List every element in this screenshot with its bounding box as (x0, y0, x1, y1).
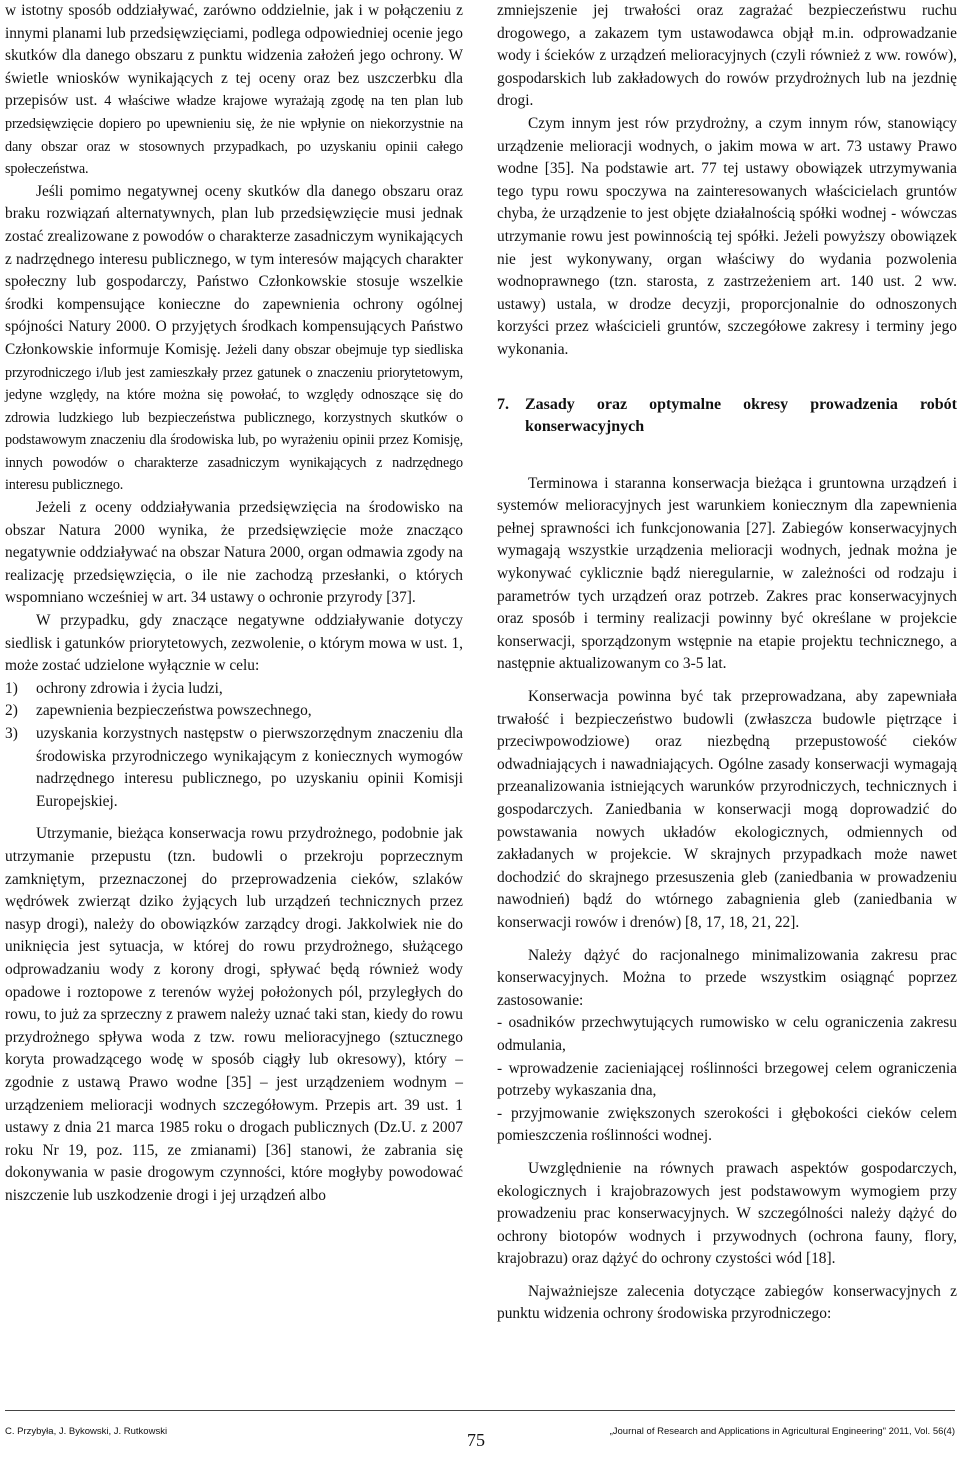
section-heading (497, 394, 957, 439)
right-column (497, 0, 957, 1326)
paragraph: W przypadku, gdy znaczące negatywne oddziaływanie dotyczy siedlisk i gatunków priorytetowych, zezwolenie, o którym mowa w ust. 1, może zostać udzielone wyłącznie w celu: (5, 612, 463, 675)
paragraph (5, 0, 463, 181)
list-number: 3) (5, 725, 18, 742)
dash-item: - osadników przechwytujących rumowisko w celu ograniczenia zakresu odmulania, (497, 1014, 957, 1054)
paragraph-text: 4 właściwe władze krajowe wyrażają zgodę na ten plan lub przedsięwzięcie dopiero po upewnieniu się, że nie wpłynie on niekorzystnie na dany obszar oraz w stosownych przypadkach, po uzyskaniu opinii całego społeczeństwa. (5, 93, 463, 178)
paragraph-text: Jeśli pomimo negatywnej oceny skutków dla danego obszaru oraz braku rozwiązań alternatywnych, plan lub przedsięwzięcie musi jednak zostać zrealizowane z powodów o charakterze zasadniczym wynikających z nadrzędnego interesu publicznego, w tym interesów mających charakter społeczny lub gospodarczy, Państwo Członkowskie stosuje wszelkie środki kompensujące konieczne do zapewnienia ochrony ogólnej spójności Natury 2000. O przyjętych środkach kompensujących Państwo Członkowskie informuje Komisję. (5, 182, 463, 358)
paragraph: Najważniejsze zalecenia dotyczące zabiegów konserwacyjnych z punktu widzenia ochrony środowiska przyrodniczego: (497, 1282, 957, 1323)
paragraph: zmniejszenie jej trwałości oraz zagrażać bezpieczeństwu ruchu drogowego, a zakazem tym ustawodawca objął m.in. odprowadzanie wody i ścieków z urządzeń melioracyjnych (czyli również z ww. rowów), gospodarskich lub zakładowych do rowów przydrożnych lub na jezdnię drogi. (497, 2, 957, 110)
footer-divider (5, 1410, 955, 1411)
list-number: 1) (5, 679, 18, 697)
left-column (5, 0, 463, 1207)
dash-item: - wprowadzenie zacieniającej roślinności brzegowej celem ograniczenia potrzeby wykaszania dna, (497, 1059, 957, 1100)
paragraph (5, 181, 463, 497)
paragraph: Utrzymanie, bieżąca konserwacja rowu przydrożnego, podobnie jak utrzymanie przepustu (tzn. budowli o przekroju poprzecznym zamkniętym, przeznaczonej do przeprowadzenia cieków, szlaków wędrówek zwierząt dziko żyjących lub urządzeń technicznych przez nasyp drogi), należy do obowiązków zarządcy drogi. Jakkolwiek nie do uniknięcia jest sytuacja, w której do rowu przydrożnego, służącego odprowadzaniu wody z korony drogi, spływać będą również wody opadowe i roztopowe z terenów wyżej położonych pól, przyległych do rowu, to już za sprzeczny z prawem należy uznać taki stan, kiedy do rowu przydrożnego spływa woda z tzw. rowu melioracyjnego (sztucznego koryta prowadzącego wodę w sposób ciągły lub okresowy), który – zgodnie z ustawą Prawo wodne [35] – jest urządzeniem wodnym – urządzeniem melioracji wodnych szczegółowym. Przepis art. 39 ust. 1 ustawy z dnia 21 marca 1985 roku o drogach publicznych (Dz.U. z 2007 roku Nr 19, poz. 115, ze zmianami) [36] stanowi, że zabrania się dokonywania w pasie drogowym czynności, które mogłyby powodować niszczenie lub uszkodzenie drogi i jej urządzeń albo (5, 825, 463, 1204)
numbered-list (5, 678, 463, 814)
dash-list (497, 1012, 957, 1148)
paragraph: Terminowa i staranna konserwacja bieżąca i gruntowna urządzeń i systemów melioracyjnych jest warunkiem koniecznym dla zapewnienia pełnej sprawności ich funkcjonowania [27]. Zabiegów konserwacyjnych wymagają wszystkie urządzenia melioracji wodnych, jednak można je wykonywać cyklicznie bądź nieregularnie, w zależności od rodzaju i parametrów tych urządzeń oraz potrzeb. Zakres prac konserwacyjnych oraz sposób i terminy realizacji powinny być określane w projekcie konserwacji, sporządzonym wstępnie na etapie projektu technicznego, a następnie aktualizowanym co 3-5 lat. (497, 474, 957, 673)
section-title: Zasady oraz optymalne okresy prowadzenia robót konserwacyjnych (525, 395, 957, 436)
list-item (5, 723, 463, 813)
page-number: 75 (467, 1430, 485, 1450)
paragraph: Uwzględnienie na równych prawach aspektów gospodarczych, ekologicznych i krajobrazowych jest podstawowym wymogiem przy prowadzeniu prac konserwacyjnych. W szczególności należy dążyć do ochrony biotopów wodnych i przywodnych (ochrona fauny, flory, krajobrazu) oraz dążyć do ochrony czystości wód [18]. (497, 1159, 957, 1268)
list-text: ochrony zdrowia i życia ludzi, (36, 679, 223, 697)
page-footer (0, 1410, 960, 1462)
footer-authors: C. Przybyła, J. Bykowski, J. Rutkowski (5, 1426, 168, 1437)
paragraph-text: Jeżeli dany obszar obejmuje typ siedliska przyrodniczego i/lub jest zamieszkały przez gatunek o znaczeniu priorytetowym, jedyne względy, na które można się powołać, to względy odnoszące się do zdrowia ludzkiego lub bezpieczeństwa publicznego, korzystnych skutków o podstawowym znaczeniu dla środowiska lub, po wyrażeniu opinii przez Komisję, innych powodów o charakterze zasadniczym wynikających z nadrzędnego interesu publicznego. (5, 341, 463, 494)
list-text: zapewnienia bezpieczeństwa powszechnego, (36, 702, 312, 720)
paragraph: Konserwacja powinna być tak przeprowadzana, aby zapewniała trwałość i bezpieczeństwo budowli (zwłaszcza budowle piętrzące i przeciwpowodziowe) oraz niezbędną przepustowość cieków odwadniających i nawadniających. Ogólne zasady konserwacji wymagają przeanalizowania istniejących warunków przyrodniczych, technicznych i gospodarczych. Zaniedbania w konserwacji mogą doprowadzić do powstawania nowych układów ekologicznych, odmiennych od zakładanych w projekcie. W skrajnych przypadkach może nawet dochodzić do skrajnego przesuszenia gleb (zaniedbania w prowadzeniu nawodnień) bądź do wtórnego zabagnienia gleb (zaniedbania w konserwacji rowów i drenów) [8, 17, 18, 21, 22]. (497, 688, 957, 931)
list-text: uzyskania korzystnych następstw o pierwszorzędnym znaczeniu dla środowiska przyrodniczego wynikającym z koniecznych wymogów nadrzędnego interesu publicznego, po uzyskaniu opinii Komisji Europejskiej. (36, 725, 463, 810)
footer-journal: „Journal of Research and Applications in Agricultural Engineering" 2011, Vol. 56(4) (609, 1426, 955, 1437)
paragraph: Czym innym jest rów przydrożny, a czym innym rów, stanowiący urządzenie melioracji wodnych, o jakim mowa w art. 73 ustawy Prawo wodne [35]. Na podstawie art. 77 tej ustawy obowiązek utrzymywania tego typu rowu spoczywa na zainteresowanych właścicielach gruntów chyba, że urządzenie to jest objęte działalnością spółki wodnej - wówczas utrzymanie rowu jest powinnością tej spółki. Jeżeli powyższy obowiązek nie jest wykonywany, organ właściwy do wydania pozwolenia wodnoprawnego (tzn. starosta, z zastrzeżeniem art. 140 ust. 2 ww. ustawy) ustala, w drodze decyzji, proporcjonalnie do odnoszonych korzyści przez właścicieli gruntów, szczegółowe zakresy i terminy jego wykonania. (497, 114, 957, 358)
paragraph: Należy dążyć do racjonalnego minimalizowania zakresu prac konserwacyjnych. Można to przede wszystkim osiągnąć poprzez zastosowanie: (497, 946, 957, 1009)
dash-item: - przyjmowanie zwiększonych szerokości i głębokości cieków celem pomieszczenia roślinności wodnej. (497, 1104, 957, 1145)
list-number: 2) (5, 702, 18, 720)
paragraph: Jeżeli z oceny oddziaływania przedsięwzięcia na środowisko na obszar Natura 2000 wynika, że przedsięwzięcie może znacząco negatywnie oddziaływać na obszar Natura 2000, organ odmawia zgody na realizację przedsięwzięcia, o ile nie zachodzą przesłanki, o których wspomniano wcześniej w art. 34 ustawy o ochronie przyrody [37]. (5, 499, 463, 607)
list-item (5, 700, 463, 723)
list-item (5, 678, 463, 701)
paragraph-text: w istotny sposób oddziaływać, zarówno oddzielnie, jak i w połączeniu z innymi planami lub przedsięwzięciami, podlega odpowiedniej ocenie jego skutków dla danego obszaru z punktu widzenia założeń jego ochrony. W świetle wniosków wynikających z tej oceny oraz bez uszczerbku dla przepisów ust. (5, 2, 463, 110)
section-number: 7. (497, 395, 509, 413)
